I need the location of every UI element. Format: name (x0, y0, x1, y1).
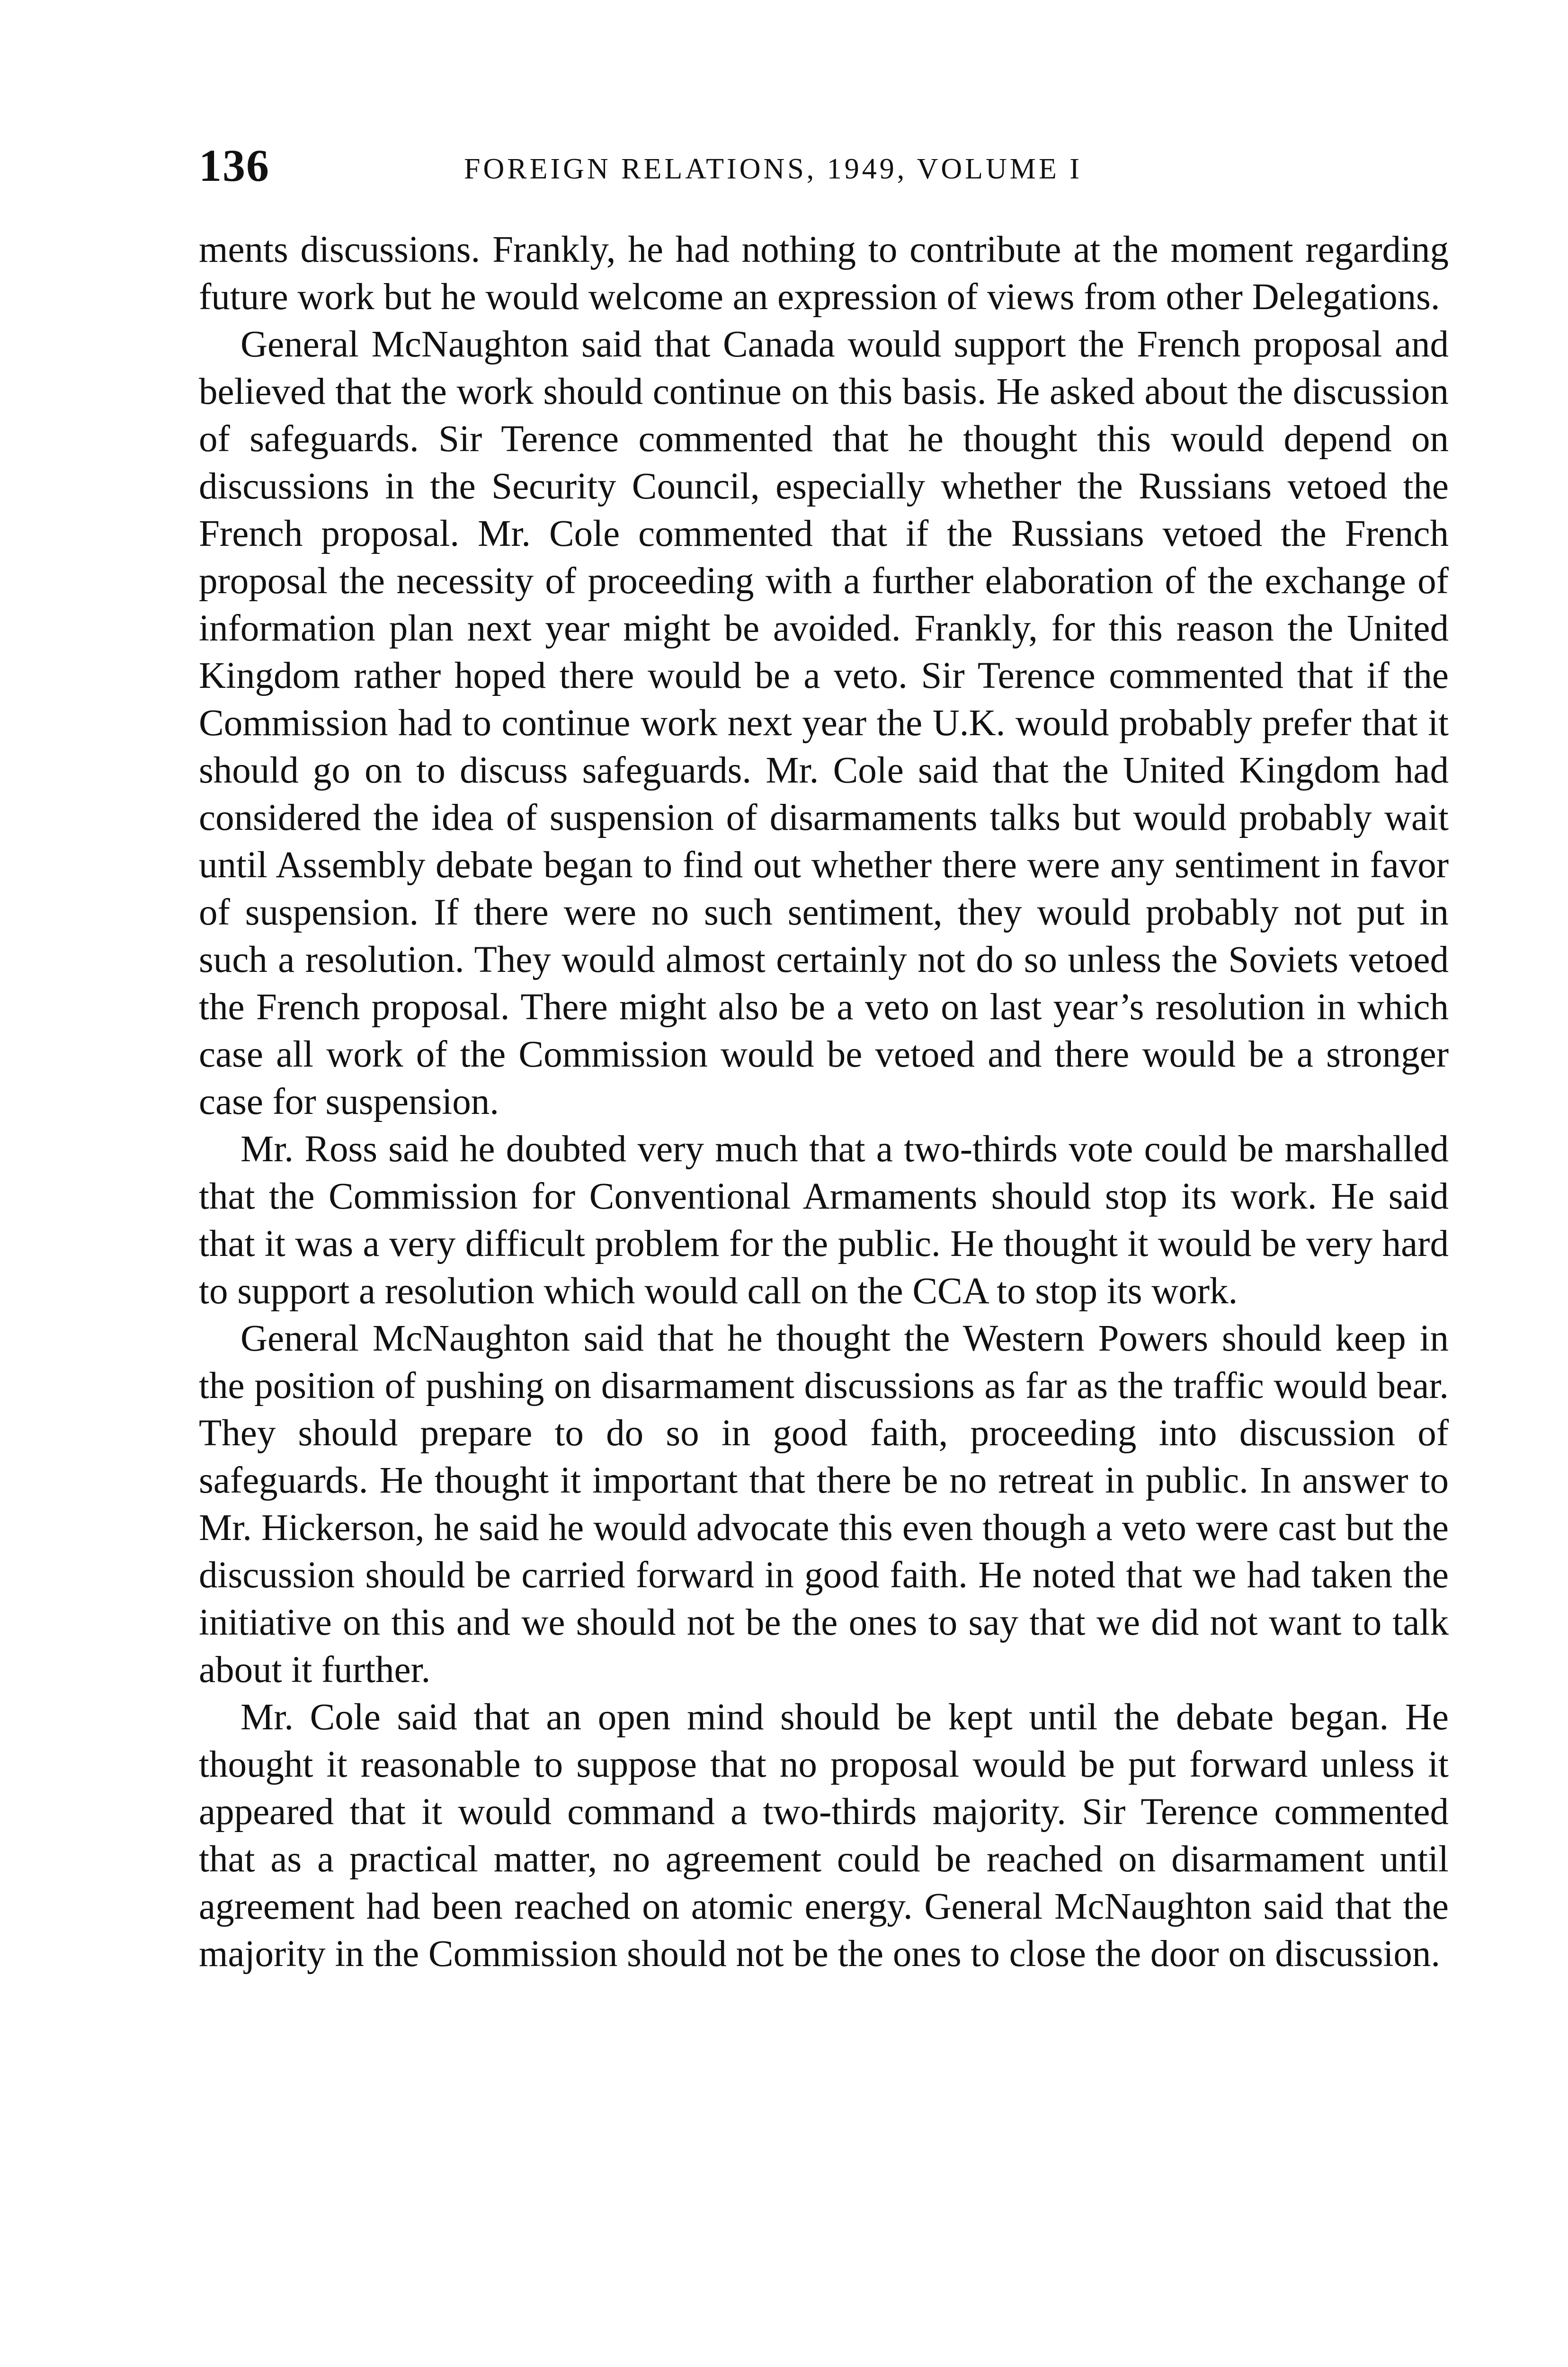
paragraph-5: Mr. Cole said that an open mind should be kept until the debate began. He thought it reasonable to suppose that no proposal would be put forward unless it appeared that it would command a two-thirds majority. Sir Terence commented that as a practical matter, no agreement could be reached on disarmament until agreement had been reached on atomic energy. General McNaughton said that the majority in the Commission should not be the ones to close the door on discussion. (199, 1697, 1449, 1975)
paragraph-2: General McNaughton said that Canada would support the French proposal and believed that the work should continue on this basis. He asked about the discussion of safeguards. Sir Terence commented that he thought this would depend on discussions in the Security Council, especially whether the Russians vetoed the French proposal. Mr. Cole commented that if the Russians vetoed the French proposal the necessity of proceeding with a further elaboration of the exchange of information plan next year might be avoided. Frankly, for this reason the United Kingdom rather hoped there would be a veto. Sir Terence commented that if the Commission had to continue work next year the U.K. would probably prefer that it should go on to discuss safeguards. Mr. Cole said that the United Kingdom had considered the idea of suspension of disarmaments talks but would probably wait until Assembly debate began to find out whether there were any sentiment in favor of suspension. If there were no such sentiment, they would probably not put in such a resolution. They would almost certainly not do so unless the Soviets vetoed the French proposal. There might also be a veto on last year’s resolution in which case all work of the Commission would be vetoed and there would be a stronger case for suspension. (199, 324, 1449, 1122)
page-number: 136 (199, 140, 270, 191)
paragraph-1: ments discussions. Frankly, he had nothing to contribute at the moment regarding future work but he would welcome an expression of views from other Delegations. (199, 229, 1449, 318)
paragraph-3: Mr. Ross said he doubted very much that a two-thirds vote could be marshalled that the Commission for Conventional Armaments should stop its work. He said that it was a very difficult problem for the public. He thought it would be very hard to support a resolution which would call on the CCA to stop its work. (199, 1129, 1449, 1312)
running-title: FOREIGN RELATIONS, 1949, VOLUME I (464, 153, 1082, 185)
body-text (199, 226, 1449, 1978)
page-header (199, 137, 1449, 194)
paragraph-4: General McNaughton said that he thought the Western Powers should keep in the position of pushing on disarmament discussions as far as the traffic would bear. They should prepare to do so in good faith, proceeding into discussion of safeguards. He thought it important that there be no retreat in public. In answer to Mr. Hickerson, he said he would advocate this even though a veto were cast but the discussion should be carried forward in good faith. He noted that we had taken the initiative on this and we should not be the ones to say that we did not want to talk about it further. (199, 1318, 1449, 1691)
